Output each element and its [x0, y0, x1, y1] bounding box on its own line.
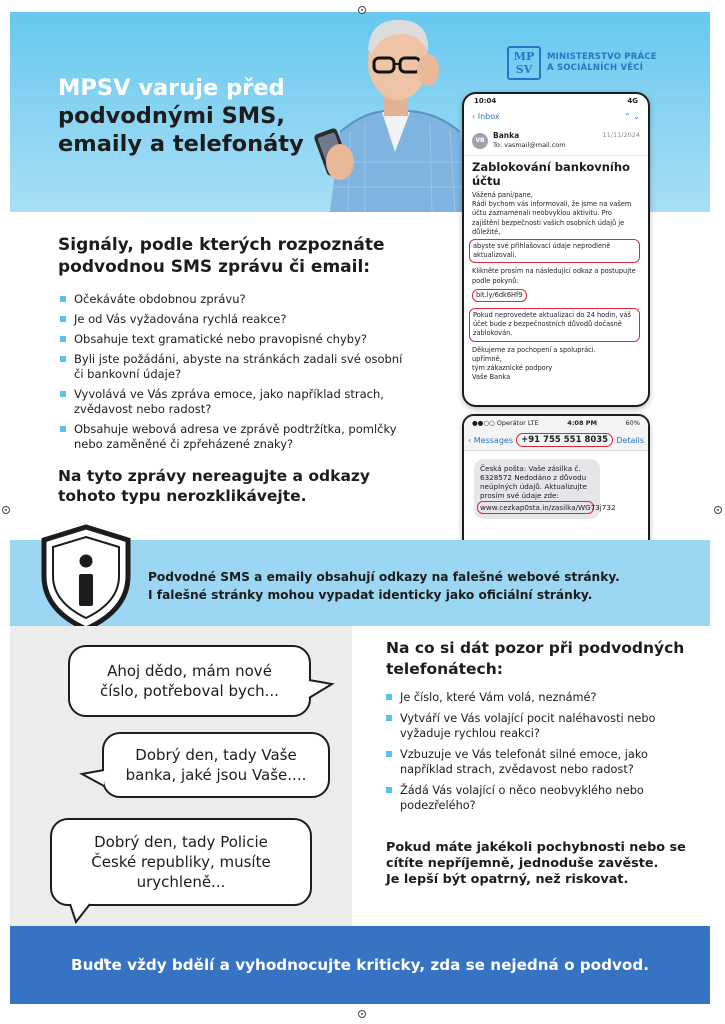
bullet-icon: [386, 715, 392, 721]
chevron-up-down-icon: ⌃ ⌄: [624, 112, 640, 121]
email-greeting: Vážená paní/pane,: [472, 191, 533, 199]
mpsv-logo-text: [547, 52, 657, 74]
email-sign-2: tým zákaznické podpory: [472, 364, 553, 373]
sms-status-bar: [464, 416, 648, 430]
email-body-text-1: Rádi bychom vás informovali, že jsme na vašem účtu zaznamenali neobvyklou aktivitu. Pro zajištění bezpečnosti vašich osobních údajů je důležité,: [472, 200, 632, 236]
sms-time: 4:08 PM: [567, 419, 597, 427]
list-item-text: Žádá Vás volající o něco neobvyklého nebo podezřelého?: [400, 784, 644, 812]
hero-title: [58, 74, 304, 158]
calls-warning: [386, 840, 686, 888]
email-sign-3: Vaše Banka: [472, 373, 511, 382]
bullet-icon: [60, 426, 66, 432]
info-band-line1: Podvodné SMS a emaily obsahují odkazy na falešné webové stránky.: [148, 570, 620, 584]
list-item: [58, 292, 408, 307]
registration-mark-bottom: [358, 1010, 366, 1018]
email-sender-row: [464, 126, 648, 156]
bullet-icon: [60, 391, 66, 397]
list-item-text: Vyvolává ve Vás zpráva emoce, jako například strach, zvědavost nebo radost?: [74, 387, 384, 416]
leaflet-page: [10, 12, 710, 1004]
registration-mark-left: [2, 506, 10, 514]
sms-phishing-link: www.cezkap0sta.in/zasilka/WG73j732: [477, 501, 594, 514]
sms-message-bubble: [474, 459, 616, 519]
list-item-text: Obsahuje webová adresa ve zprávě podtržítka, pomlčky nebo zaměněné či zpřeházené znaky?: [74, 422, 397, 451]
speech-bubble-text: Dobrý den, tady Policie České republiky, musíte urychleně...: [91, 833, 271, 891]
man-with-phone-illustration: [310, 12, 480, 212]
sms-message-text: Česká pošta: Vaše zásilka č. 6328572 Nedodáno z důvodu neúplných údajů. Aktualizujte prosím své údaje zde:: [480, 464, 587, 500]
messages-label: Messages: [473, 435, 513, 445]
inbox-label: Inbox: [477, 112, 500, 121]
speech-bubble-police: [50, 818, 312, 906]
email-sign-1: upřímně,: [472, 354, 502, 363]
bullet-icon: [60, 336, 66, 342]
logo-line2: A SOCIÁLNÍCH VĚCÍ: [547, 63, 644, 73]
messages-back-link: ‹ Messages: [468, 435, 513, 445]
calls-title: Na co si dát pozor při podvodných telefonátech:: [386, 639, 685, 678]
shield-info-icon: [40, 524, 132, 632]
list-item: [386, 690, 686, 705]
list-item-text: Je číslo, které Vám volá, neznámé?: [400, 691, 597, 704]
logo-line1: MINISTERSTVO PRÁCE: [547, 52, 657, 62]
mpsv-logo: [507, 46, 657, 86]
email-phishing-link: bit.ly/6dk6Hf9: [472, 289, 527, 302]
sms-nav-bar: [464, 430, 648, 451]
list-item: [386, 747, 686, 777]
sms-phone-mockup: [462, 414, 650, 559]
mpsv-logo-mark: MP SV: [507, 46, 541, 80]
signals-title: Signály, podle kterých rozpoznáte podvodnou SMS zprávu či email:: [58, 235, 385, 277]
list-item-text: Je od Vás vyžadována rychlá reakce?: [74, 312, 287, 326]
hero-title-line3: emaily a telefonáty: [58, 131, 304, 157]
sender-info: [493, 131, 603, 150]
info-band-text: [148, 568, 708, 604]
email-body: [464, 191, 648, 382]
email-thanks: Děkujeme za pochopení a spolupráci.: [472, 345, 596, 354]
speech-bubble-text: Dobrý den, tady Vaše banka, jaké jsou Vaše....: [125, 746, 307, 784]
signals-list: [58, 292, 408, 457]
list-item: [58, 312, 408, 327]
hero-title-line1: MPSV varuje před: [58, 75, 285, 101]
calls-warning-2: Je lepší být opatrný, než riskovat.: [386, 872, 629, 887]
signals-warning: Na tyto zprávy nereagujte a odkazy tohoto typu nerozklikávejte.: [58, 467, 371, 505]
email-date: 11/11/2024: [602, 131, 640, 139]
list-item: [58, 332, 408, 347]
email-status-bar: [464, 94, 648, 110]
speech-bubble-text: Ahoj dědo, mám nové číslo, potřeboval bych...: [100, 662, 279, 700]
email-phone-mockup: [462, 92, 650, 407]
email-body-text-2: Klikněte prosím na následující odkaz a postupujte podle pokynů:: [472, 267, 636, 285]
email-threat-warning: Pokud neprovedete aktualizaci do 24 hodin, váš účet bude z bezpečnostních důvodů dočasně zablokován.: [469, 308, 640, 342]
footer-text: Buďte vždy bdělí a vyhodnocujte kriticky, zda se nejedná o podvod.: [71, 956, 649, 974]
inbox-back-link: ‹ Inbox: [472, 112, 500, 121]
email-nav-bar: [464, 110, 648, 126]
list-item: [58, 387, 408, 417]
list-item: [386, 783, 686, 813]
list-item: [58, 422, 408, 452]
registration-mark-top: [358, 6, 366, 14]
list-item: [386, 711, 686, 741]
email-status-signal: 4G: [627, 97, 638, 105]
bullet-icon: [60, 316, 66, 322]
sms-sender-number: +91 755 551 8035: [516, 433, 613, 447]
info-band-line2: I falešné stránky mohou vypadat identicky jako oficiální stránky.: [148, 588, 593, 602]
hero-title-line2: podvodnými SMS,: [58, 103, 285, 129]
bullet-icon: [386, 787, 392, 793]
calls-list: [386, 690, 686, 819]
list-item-text: Očekáváte obdobnou zprávu?: [74, 292, 246, 306]
bullet-icon: [386, 694, 392, 700]
speech-bubble-bank: [102, 732, 330, 798]
sms-carrier: ●●○○ Operátor LTE: [472, 419, 539, 427]
recipient: To: vasmail@mail.com: [493, 141, 566, 149]
sender-name: Banka: [493, 131, 520, 140]
email-subject: Zablokování bankovního účtu: [472, 160, 630, 188]
bullet-icon: [60, 356, 66, 362]
bullet-icon: [386, 751, 392, 757]
list-item-text: Vzbuzuje ve Vás telefonát silné emoce, jako například strach, zvědavost nebo radost?: [400, 748, 648, 776]
email-highlight-credentials: abyste své přihlašovací údaje neprodleně aktualizovali.: [469, 239, 640, 263]
bullet-icon: [60, 296, 66, 302]
list-item-text: Obsahuje text gramatické nebo pravopisné chyby?: [74, 332, 367, 346]
registration-mark-right: [714, 506, 722, 514]
list-item-text: Byli jste požádáni, abyste na stránkách zadali své osobní či bankovní údaje?: [74, 352, 403, 381]
sms-details-link: Details: [616, 435, 644, 445]
list-item: [58, 352, 408, 382]
sender-avatar: VB: [472, 133, 488, 149]
email-status-time: 10:04: [474, 97, 497, 105]
calls-warning-1: Pokud máte jakékoli pochybnosti nebo se cítíte nepříjemně, jednoduše zavěste.: [386, 840, 686, 871]
list-item-text: Vytváří ve Vás volající pocit naléhavosti nebo vyžaduje rychlou reakci?: [400, 712, 656, 740]
speech-bubble-grandpa: [68, 645, 311, 717]
footer-banner: [10, 926, 710, 1004]
sms-battery: 60%: [625, 419, 640, 427]
